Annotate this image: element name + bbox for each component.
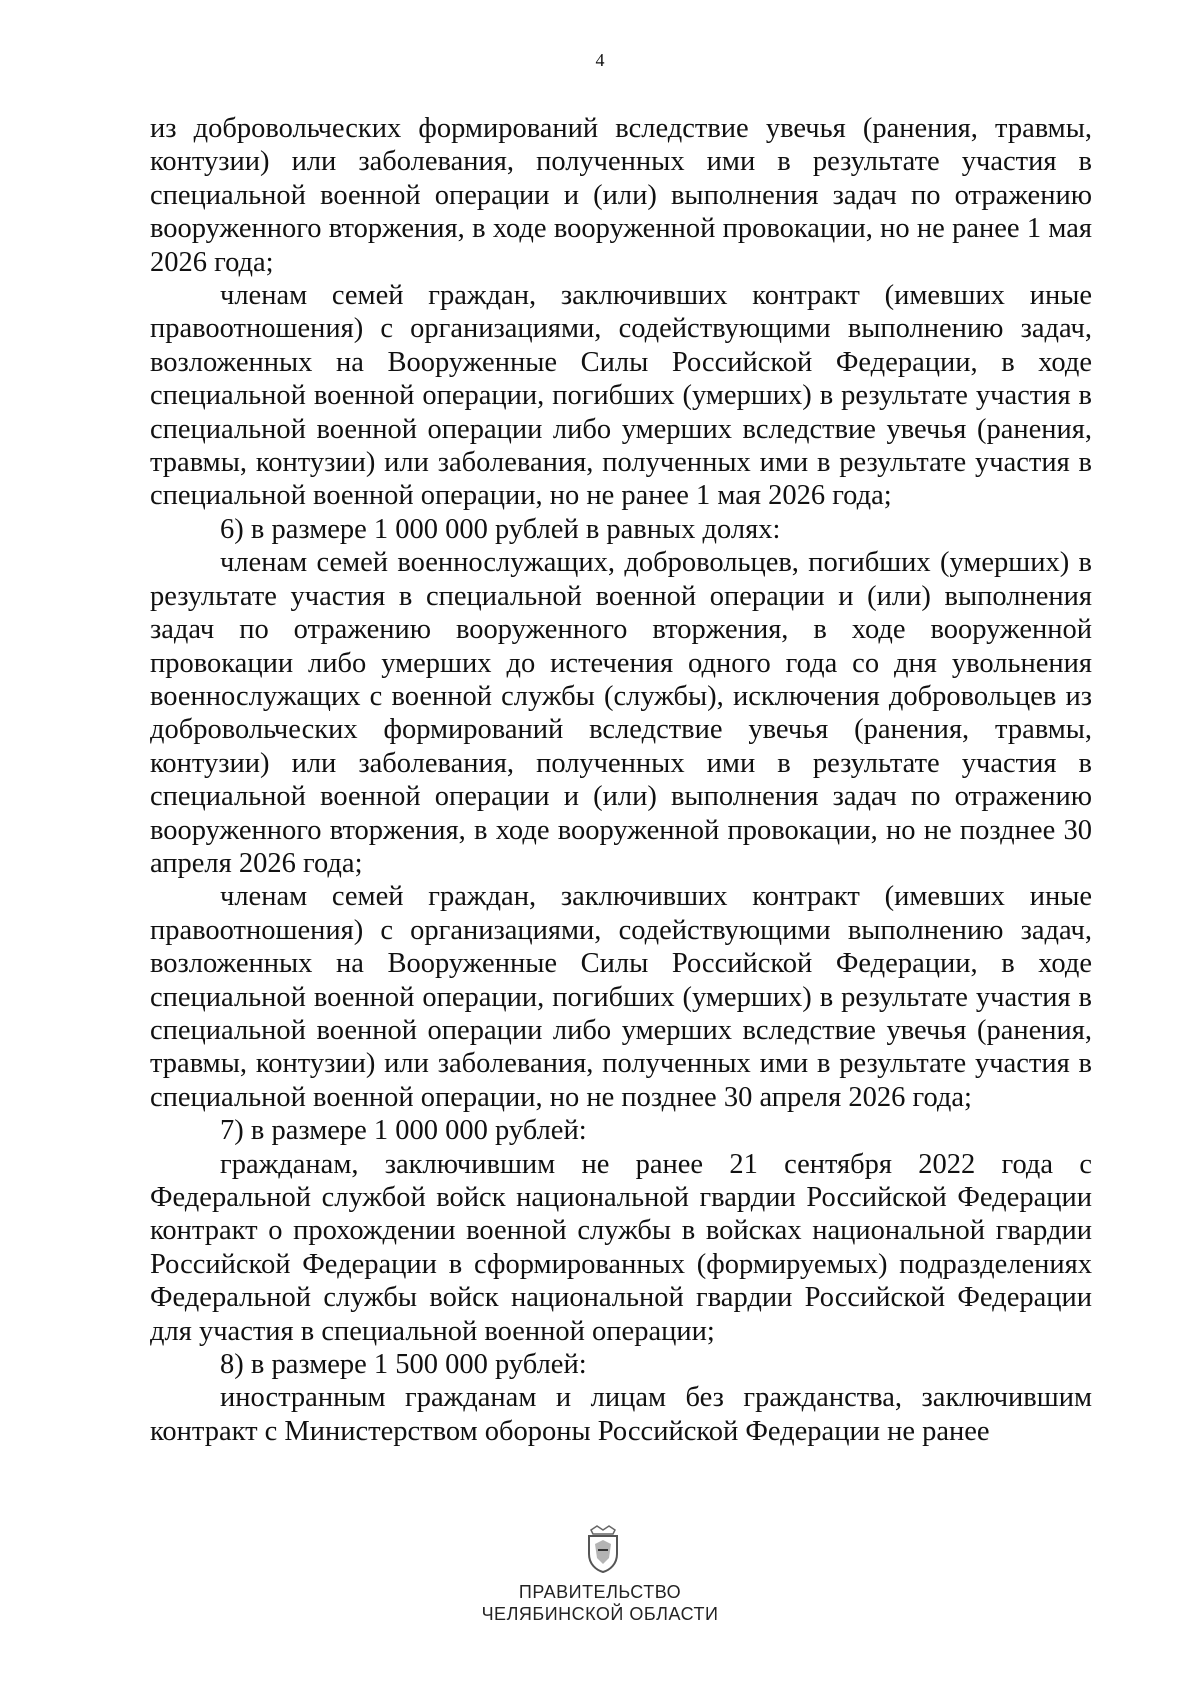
paragraph: членам семей военнослужащих, добровольцев, погибших (умерших) в результате участия в специальной военной операции и (или) выполнения задач по отражению вооруженного вторжения, в ходе вооруженной провокации либо умерших до истечения одного года со дня увольнения военнослужащих с военной службы (службы), исключения добровольцев из добровольческих формирований вследствие увечья (ранения, травмы, контузии) или заболевания, полученных ими в результате участия в специальной военной операции и (или) выполнения задач по отражению вооруженного вторжения, в ходе вооруженной провокации, но не позднее 30 апреля 2026 года; — [150, 547, 1092, 879]
footer-org-name-line1: ПРАВИТЕЛЬСТВО — [518, 1582, 682, 1602]
paragraph: из добровольческих формирований вследствие увечья (ранения, травмы, контузии) или заболевания, полученных ими в результате участия в специальной военной операции и (или) выполнения задач по отражению вооруженного вторжения, в ходе вооруженной провокации, но не ранее 1 мая 2026 года; — [150, 113, 1092, 278]
paragraph: 7) в размере 1 000 000 рублей: — [220, 1115, 587, 1147]
footer-org-name-line2: ЧЕЛЯБИНСКОЙ ОБЛАСТИ — [481, 1604, 719, 1624]
paragraph: 8) в размере 1 500 000 рублей: — [220, 1349, 587, 1381]
page-number: 4 — [595, 50, 605, 70]
paragraph: иностранным гражданам и лицам без гражданства, заключившим контракт с Министерством обороны Российской Федерации не ранее — [150, 1382, 1092, 1447]
paragraph: 6) в размере 1 000 000 рублей в равных долях: — [220, 513, 781, 545]
paragraph: гражданам, заключившим не ранее 21 сентября 2022 года с Федеральной службой войск национальной гвардии Российской Федерации контракт о прохождении военной службы в войсках национальной гвардии Российской Федерации в сформированных (формируемых) подразделениях Федеральной службы войск национальной гвардии Российской Федерации для участия в специальной военной операции; — [150, 1148, 1092, 1347]
paragraph: членам семей граждан, заключивших контракт (имевших иные правоотношения) с организациями, содействующими выполнению задач, возложенных на Вооруженные Силы Российской Федерации, в ходе специальной военной операции, погибших (умерших) в результате участия в специальной военной операции либо умерших вследствие увечья (ранения, травмы, контузии) или заболевания, полученных ими в результате участия в специальной военной операции, но не позднее 30 апреля 2026 года; — [150, 881, 1092, 1113]
document-body — [150, 112, 1092, 1448]
paragraph: членам семей граждан, заключивших контракт (имевших иные правоотношения) с организациями, содействующими выполнению задач, возложенных на Вооруженные Силы Российской Федерации, в ходе специальной военной операции, погибших (умерших) в результате участия в специальной военной операции либо умерших вследствие увечья (ранения, травмы, контузии) или заболевания, полученных ими в результате участия в специальной военной операции, но не ранее 1 мая 2026 года; — [150, 280, 1092, 512]
coat-of-arms-icon — [583, 1524, 623, 1574]
